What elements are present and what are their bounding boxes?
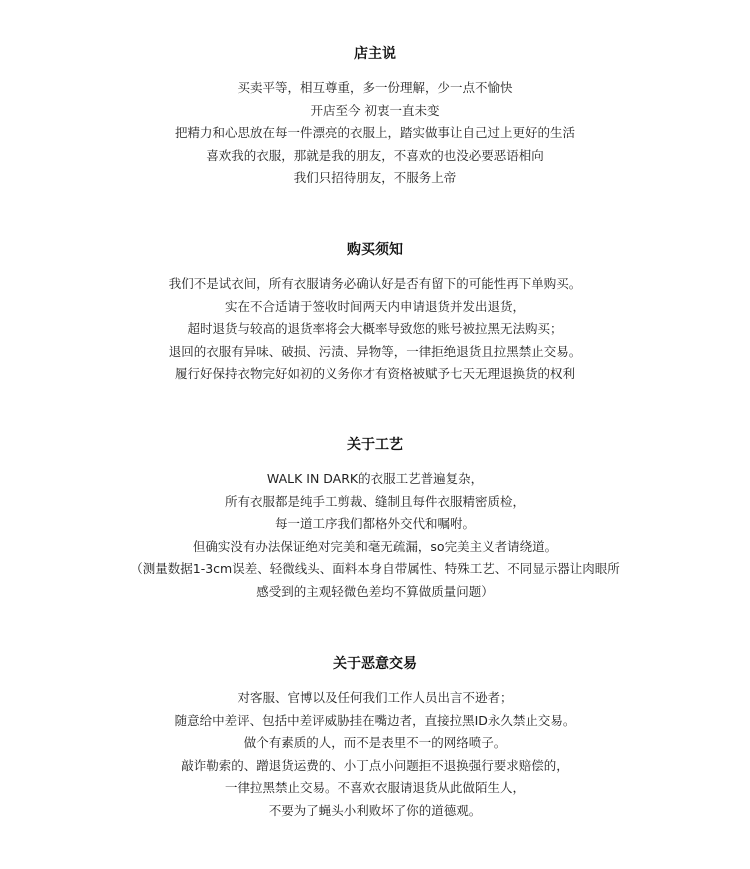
section-about-craft (0, 434, 750, 603)
text-line: 把精力和心思放在每一件漂亮的衣服上，踏实做事让自己过上更好的生活 (174, 125, 575, 140)
section-body (0, 687, 750, 822)
text-line: 买卖平等，相互尊重，多一份理解，少一点不愉快 (237, 80, 513, 95)
text-line: 但确实没有办法保证绝对完美和毫无疏漏，so完美主义者请绕道。 (192, 538, 558, 554)
section-heading: 店主说 (348, 43, 402, 65)
text-line: 敲诈勒索的、蹭退货运费的、小丁点小问题拒不退换强行要求赔偿的， (181, 757, 569, 773)
section-purchase-notice (0, 239, 750, 386)
section-shop-owner-says (0, 43, 750, 190)
text-line: 做个有素质的人，而不是表里不一的网络喷子。 (243, 735, 507, 750)
section-body (0, 468, 750, 603)
text-line: 不要为了蝇头小利败坏了你的道德观。 (268, 802, 482, 818)
text-line: 感受到的主观轻微色差均不算做质量问题） (256, 583, 494, 599)
text-line: 随意给中差评、包括中差评威胁挂在嘴边者，直接拉黑ID永久禁止交易。 (174, 712, 576, 728)
text-line: （测量数据1-3cm误差、轻微线头、面料本身自带属性、特殊工艺、不同显示器让肉眼所 (130, 561, 620, 576)
section-malicious-transactions (0, 653, 750, 822)
section-heading: 关于恶意交易 (327, 653, 423, 675)
text-line: 对客服、官博以及任何我们工作人员出言不逊者； (237, 690, 513, 705)
text-line: 履行好保持衣物完好如初的义务你才有资格被赋予七天无理退换货的权利 (174, 366, 575, 381)
text-line: 我们不是试衣间，所有衣服请务必确认好是否有留下的可能性再下单购买。 (168, 276, 582, 291)
text-line: 所有衣服都是纯手工剪裁、缝制且每件衣服精密质检， (224, 493, 525, 509)
text-line: 喜欢我的衣服，那就是我的朋友，不喜欢的也没必要恶语相向 (206, 147, 544, 163)
text-line: 一律拉黑禁止交易。不喜欢衣服请退货从此做陌生人， (224, 780, 525, 795)
text-line: 每一道工序我们都格外交代和嘱咐。 (274, 516, 475, 531)
section-heading: 关于工艺 (341, 434, 409, 456)
section-body (0, 77, 750, 190)
text-line: 我们只招待朋友，不服务上帝 (293, 170, 457, 185)
text-line: 退回的衣服有异味、破损、污渍、异物等，一律拒绝退货且拉黑禁止交易。 (168, 343, 582, 359)
text-line: WALK IN DARK的衣服工艺普遍复杂， (266, 471, 484, 486)
text-line: 开店至今 初衷一直未变 (310, 102, 440, 118)
text-line: 超时退货与较高的退货率将会大概率导致您的账号被拉黑无法购买； (187, 321, 563, 336)
text-line: 实在不合适请于签收时间两天内申请退货并发出退货， (224, 298, 525, 314)
section-heading: 购买须知 (341, 239, 409, 261)
section-body (0, 273, 750, 386)
